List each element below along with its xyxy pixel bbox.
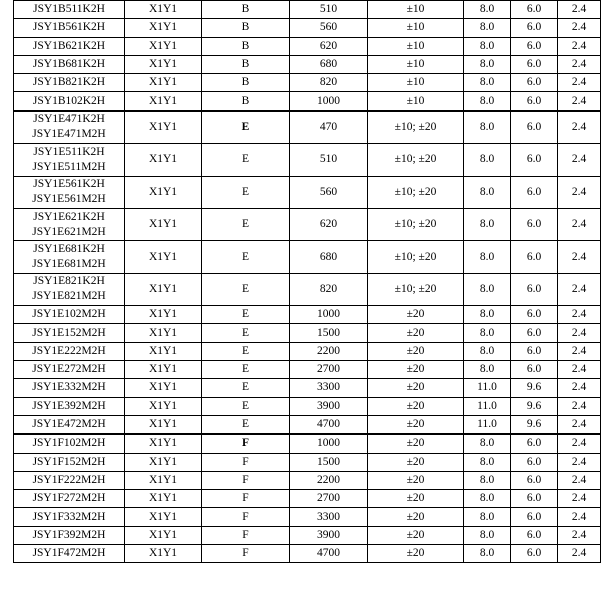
dimension-1-cell: 8.0	[464, 55, 511, 73]
tolerance-cell: ±20	[368, 324, 464, 342]
part-number: JSY1E681M2H	[32, 258, 106, 271]
classification-cell: X1Y1	[125, 490, 202, 508]
part-number-cell	[14, 471, 125, 489]
classification-cell: X1Y1	[125, 19, 202, 37]
series-cell: B	[202, 37, 290, 55]
classification-cell: X1Y1	[125, 397, 202, 415]
dimension-3-cell: 2.4	[558, 324, 601, 342]
capacitance-cell: 820	[290, 74, 368, 92]
tolerance-cell: ±10	[368, 92, 464, 111]
part-number-cell	[14, 273, 125, 305]
dimension-2-cell: 6.0	[511, 306, 558, 324]
capacitance-cell: 470	[290, 111, 368, 144]
tolerance-cell: ±20	[368, 471, 464, 489]
dimension-2-cell: 6.0	[511, 490, 558, 508]
capacitance-cell: 560	[290, 176, 368, 208]
table-row	[14, 508, 601, 526]
classification-cell: X1Y1	[125, 37, 202, 55]
capacitance-cell: 680	[290, 55, 368, 73]
dimension-2-cell: 6.0	[511, 342, 558, 360]
part-number: JSY1E621K2H	[33, 210, 105, 223]
series-cell: E	[202, 111, 290, 144]
classification-cell: X1Y1	[125, 324, 202, 342]
dimension-3-cell: 2.4	[558, 111, 601, 144]
part-number: JSY1E471M2H	[32, 128, 106, 141]
tolerance-cell: ±20	[368, 453, 464, 471]
tolerance-cell: ±20	[368, 361, 464, 379]
dimension-2-cell: 6.0	[511, 144, 558, 176]
dimension-2-cell: 6.0	[511, 453, 558, 471]
dimension-1-cell: 8.0	[464, 434, 511, 453]
table-row	[14, 361, 601, 379]
part-number: JSY1F222M2H	[32, 473, 106, 486]
classification-cell: X1Y1	[125, 241, 202, 273]
table-row	[14, 434, 601, 453]
part-number: JSY1E392M2H	[32, 399, 106, 412]
part-number-cell	[14, 434, 125, 453]
dimension-1-cell: 8.0	[464, 490, 511, 508]
classification-cell: X1Y1	[125, 144, 202, 176]
part-number: JSY1E472M2H	[32, 418, 106, 431]
table-row	[14, 415, 601, 434]
series-cell: E	[202, 208, 290, 240]
classification-cell: X1Y1	[125, 434, 202, 453]
capacitance-cell: 680	[290, 241, 368, 273]
table-row	[14, 241, 601, 273]
capacitance-cell: 820	[290, 273, 368, 305]
dimension-3-cell: 2.4	[558, 379, 601, 397]
dimension-1-cell: 11.0	[464, 397, 511, 415]
series-cell: E	[202, 241, 290, 273]
dimension-3-cell: 2.4	[558, 397, 601, 415]
classification-cell: X1Y1	[125, 471, 202, 489]
part-number-cell	[14, 74, 125, 92]
dimension-1-cell: 8.0	[464, 74, 511, 92]
capacitance-cell: 2700	[290, 490, 368, 508]
part-number-cell	[14, 361, 125, 379]
part-number: JSY1E511K2H	[33, 145, 105, 158]
series-cell: E	[202, 144, 290, 176]
series-cell: B	[202, 19, 290, 37]
tolerance-cell: ±10; ±20	[368, 273, 464, 305]
table-row	[14, 397, 601, 415]
tolerance-cell: ±20	[368, 342, 464, 360]
capacitor-spec-table	[13, 0, 601, 563]
tolerance-cell: ±20	[368, 434, 464, 453]
classification-cell: X1Y1	[125, 176, 202, 208]
capacitance-cell: 2700	[290, 361, 368, 379]
dimension-1-cell: 8.0	[464, 241, 511, 273]
dimension-3-cell: 2.4	[558, 208, 601, 240]
capacitance-cell: 3900	[290, 397, 368, 415]
dimension-3-cell: 2.4	[558, 361, 601, 379]
part-number: JSY1B511K2H	[33, 3, 105, 16]
series-cell: E	[202, 415, 290, 434]
classification-cell: X1Y1	[125, 306, 202, 324]
part-number: JSY1F102M2H	[32, 437, 106, 450]
capacitance-cell: 3300	[290, 508, 368, 526]
tolerance-cell: ±20	[368, 526, 464, 544]
capacitance-cell: 510	[290, 1, 368, 19]
classification-cell: X1Y1	[125, 208, 202, 240]
classification-cell: X1Y1	[125, 415, 202, 434]
dimension-3-cell: 2.4	[558, 508, 601, 526]
part-number: JSY1F392M2H	[32, 528, 106, 541]
part-number-cell	[14, 453, 125, 471]
classification-cell: X1Y1	[125, 508, 202, 526]
dimension-3-cell: 2.4	[558, 74, 601, 92]
part-number-cell	[14, 1, 125, 19]
series-cell: B	[202, 55, 290, 73]
dimension-1-cell: 8.0	[464, 1, 511, 19]
tolerance-cell: ±20	[368, 379, 464, 397]
tolerance-cell: ±10	[368, 37, 464, 55]
part-number: JSY1F332M2H	[32, 510, 106, 523]
classification-cell: X1Y1	[125, 92, 202, 111]
dimension-2-cell: 6.0	[511, 324, 558, 342]
table-row	[14, 306, 601, 324]
series-cell: B	[202, 92, 290, 111]
series-cell: F	[202, 490, 290, 508]
dimension-3-cell: 2.4	[558, 19, 601, 37]
part-number: JSY1E821M2H	[32, 290, 106, 303]
capacitance-cell: 560	[290, 19, 368, 37]
series-cell: F	[202, 434, 290, 453]
dimension-1-cell: 8.0	[464, 176, 511, 208]
part-number: JSY1B102K2H	[32, 94, 106, 107]
part-number: JSY1B681K2H	[32, 58, 106, 71]
tolerance-cell: ±10	[368, 74, 464, 92]
table-row	[14, 273, 601, 305]
dimension-2-cell: 6.0	[511, 434, 558, 453]
dimension-3-cell: 2.4	[558, 306, 601, 324]
classification-cell: X1Y1	[125, 453, 202, 471]
capacitance-cell: 620	[290, 208, 368, 240]
dimension-2-cell: 6.0	[511, 19, 558, 37]
part-number-cell	[14, 397, 125, 415]
dimension-2-cell: 6.0	[511, 1, 558, 19]
dimension-1-cell: 8.0	[464, 361, 511, 379]
dimension-2-cell: 9.6	[511, 379, 558, 397]
classification-cell: X1Y1	[125, 74, 202, 92]
dimension-2-cell: 9.6	[511, 397, 558, 415]
classification-cell: X1Y1	[125, 273, 202, 305]
classification-cell: X1Y1	[125, 342, 202, 360]
dimension-3-cell: 2.4	[558, 37, 601, 55]
table-row	[14, 92, 601, 111]
classification-cell: X1Y1	[125, 361, 202, 379]
dimension-1-cell: 8.0	[464, 273, 511, 305]
tolerance-cell: ±10	[368, 19, 464, 37]
part-number: JSY1F272M2H	[32, 492, 106, 505]
classification-cell: X1Y1	[125, 111, 202, 144]
dimension-1-cell: 8.0	[464, 342, 511, 360]
series-cell: E	[202, 361, 290, 379]
dimension-3-cell: 2.4	[558, 471, 601, 489]
part-number-cell	[14, 490, 125, 508]
tolerance-cell: ±10; ±20	[368, 144, 464, 176]
part-number: JSY1F152M2H	[32, 455, 106, 468]
dimension-3-cell: 2.4	[558, 526, 601, 544]
table-row	[14, 342, 601, 360]
table-row	[14, 176, 601, 208]
tolerance-cell: ±10; ±20	[368, 241, 464, 273]
part-number: JSY1E561K2H	[33, 178, 105, 191]
dimension-1-cell: 8.0	[464, 111, 511, 144]
dimension-1-cell: 8.0	[464, 208, 511, 240]
part-number: JSY1E272M2H	[32, 363, 106, 376]
table-row	[14, 208, 601, 240]
capacitance-cell: 4700	[290, 544, 368, 562]
series-cell: F	[202, 471, 290, 489]
dimension-3-cell: 2.4	[558, 453, 601, 471]
classification-cell: X1Y1	[125, 55, 202, 73]
series-cell: F	[202, 544, 290, 562]
part-number-cell	[14, 526, 125, 544]
part-number-cell	[14, 415, 125, 434]
capacitance-cell: 1500	[290, 453, 368, 471]
dimension-3-cell: 2.4	[558, 434, 601, 453]
part-number-cell	[14, 111, 125, 144]
tolerance-cell: ±20	[368, 544, 464, 562]
part-number-cell	[14, 144, 125, 176]
part-number-cell	[14, 19, 125, 37]
tolerance-cell: ±10; ±20	[368, 111, 464, 144]
classification-cell: X1Y1	[125, 544, 202, 562]
dimension-2-cell: 6.0	[511, 361, 558, 379]
capacitance-cell: 620	[290, 37, 368, 55]
dimension-3-cell: 2.4	[558, 273, 601, 305]
capacitance-cell: 2200	[290, 471, 368, 489]
table-row	[14, 544, 601, 562]
dimension-2-cell: 6.0	[511, 111, 558, 144]
dimension-1-cell: 8.0	[464, 526, 511, 544]
part-number-cell	[14, 508, 125, 526]
dimension-1-cell: 8.0	[464, 324, 511, 342]
spec-table-body	[14, 1, 601, 563]
dimension-3-cell: 2.4	[558, 1, 601, 19]
part-number: JSY1B561K2H	[32, 21, 106, 34]
dimension-1-cell: 8.0	[464, 508, 511, 526]
dimension-1-cell: 8.0	[464, 19, 511, 37]
dimension-1-cell: 8.0	[464, 37, 511, 55]
series-cell: E	[202, 306, 290, 324]
dimension-2-cell: 6.0	[511, 74, 558, 92]
capacitance-cell: 4700	[290, 415, 368, 434]
table-row	[14, 379, 601, 397]
classification-cell: X1Y1	[125, 1, 202, 19]
part-number-cell	[14, 37, 125, 55]
dimension-1-cell: 8.0	[464, 453, 511, 471]
part-number: JSY1B821K2H	[32, 76, 106, 89]
part-number-cell	[14, 544, 125, 562]
dimension-2-cell: 6.0	[511, 241, 558, 273]
classification-cell: X1Y1	[125, 379, 202, 397]
part-number-cell	[14, 92, 125, 111]
part-number-cell	[14, 241, 125, 273]
capacitance-cell: 2200	[290, 342, 368, 360]
table-row	[14, 453, 601, 471]
capacitance-cell: 3900	[290, 526, 368, 544]
series-cell: E	[202, 342, 290, 360]
dimension-1-cell: 8.0	[464, 306, 511, 324]
series-cell: F	[202, 453, 290, 471]
dimension-1-cell: 8.0	[464, 144, 511, 176]
tolerance-cell: ±10	[368, 1, 464, 19]
part-number-cell	[14, 208, 125, 240]
tolerance-cell: ±20	[368, 306, 464, 324]
series-cell: E	[202, 176, 290, 208]
dimension-3-cell: 2.4	[558, 144, 601, 176]
dimension-3-cell: 2.4	[558, 176, 601, 208]
tolerance-cell: ±20	[368, 397, 464, 415]
series-cell: E	[202, 273, 290, 305]
dimension-1-cell: 11.0	[464, 379, 511, 397]
table-row	[14, 37, 601, 55]
table-row	[14, 1, 601, 19]
part-number: JSY1E681K2H	[33, 243, 105, 256]
capacitance-cell: 3300	[290, 379, 368, 397]
tolerance-cell: ±10; ±20	[368, 176, 464, 208]
capacitance-cell: 1000	[290, 306, 368, 324]
series-cell: B	[202, 1, 290, 19]
part-number: JSY1B621K2H	[32, 39, 106, 52]
dimension-3-cell: 2.4	[558, 241, 601, 273]
capacitance-cell: 510	[290, 144, 368, 176]
series-cell: E	[202, 324, 290, 342]
table-row	[14, 490, 601, 508]
series-cell: F	[202, 508, 290, 526]
dimension-3-cell: 2.4	[558, 490, 601, 508]
part-number: JSY1E821K2H	[33, 275, 105, 288]
part-number: JSY1E561M2H	[32, 193, 106, 206]
part-number-cell	[14, 379, 125, 397]
table-row	[14, 74, 601, 92]
dimension-3-cell: 2.4	[558, 544, 601, 562]
dimension-2-cell: 6.0	[511, 176, 558, 208]
dimension-1-cell: 11.0	[464, 415, 511, 434]
part-number-cell	[14, 55, 125, 73]
tolerance-cell: ±20	[368, 415, 464, 434]
part-number-cell	[14, 342, 125, 360]
series-cell: E	[202, 397, 290, 415]
dimension-3-cell: 2.4	[558, 415, 601, 434]
dimension-1-cell: 8.0	[464, 544, 511, 562]
dimension-1-cell: 8.0	[464, 471, 511, 489]
tolerance-cell: ±10	[368, 55, 464, 73]
dimension-2-cell: 6.0	[511, 208, 558, 240]
dimension-2-cell: 6.0	[511, 526, 558, 544]
part-number: JSY1E152M2H	[32, 326, 106, 339]
dimension-2-cell: 6.0	[511, 273, 558, 305]
dimension-2-cell: 6.0	[511, 37, 558, 55]
dimension-2-cell: 6.0	[511, 92, 558, 111]
dimension-2-cell: 6.0	[511, 544, 558, 562]
series-cell: E	[202, 379, 290, 397]
dimension-3-cell: 2.4	[558, 92, 601, 111]
dimension-1-cell: 8.0	[464, 92, 511, 111]
table-row	[14, 55, 601, 73]
dimension-2-cell: 6.0	[511, 471, 558, 489]
table-row	[14, 19, 601, 37]
dimension-2-cell: 6.0	[511, 55, 558, 73]
series-cell: B	[202, 74, 290, 92]
part-number: JSY1E222M2H	[32, 344, 106, 357]
part-number: JSY1E511M2H	[32, 160, 106, 173]
table-row	[14, 324, 601, 342]
capacitance-cell: 1500	[290, 324, 368, 342]
dimension-3-cell: 2.4	[558, 55, 601, 73]
series-cell: F	[202, 526, 290, 544]
dimension-3-cell: 2.4	[558, 342, 601, 360]
table-row	[14, 471, 601, 489]
part-number-cell	[14, 306, 125, 324]
table-row	[14, 111, 601, 144]
tolerance-cell: ±10; ±20	[368, 208, 464, 240]
table-row	[14, 144, 601, 176]
part-number: JSY1E102M2H	[32, 308, 106, 321]
dimension-2-cell: 6.0	[511, 508, 558, 526]
classification-cell: X1Y1	[125, 526, 202, 544]
dimension-2-cell: 9.6	[511, 415, 558, 434]
part-number: JSY1E332M2H	[32, 381, 106, 394]
part-number: JSY1E621M2H	[32, 225, 106, 238]
part-number-cell	[14, 176, 125, 208]
part-number: JSY1E471K2H	[33, 113, 105, 126]
capacitance-cell: 1000	[290, 434, 368, 453]
tolerance-cell: ±20	[368, 490, 464, 508]
part-number-cell	[14, 324, 125, 342]
part-number: JSY1F472M2H	[32, 547, 106, 560]
table-row	[14, 526, 601, 544]
capacitance-cell: 1000	[290, 92, 368, 111]
tolerance-cell: ±20	[368, 508, 464, 526]
